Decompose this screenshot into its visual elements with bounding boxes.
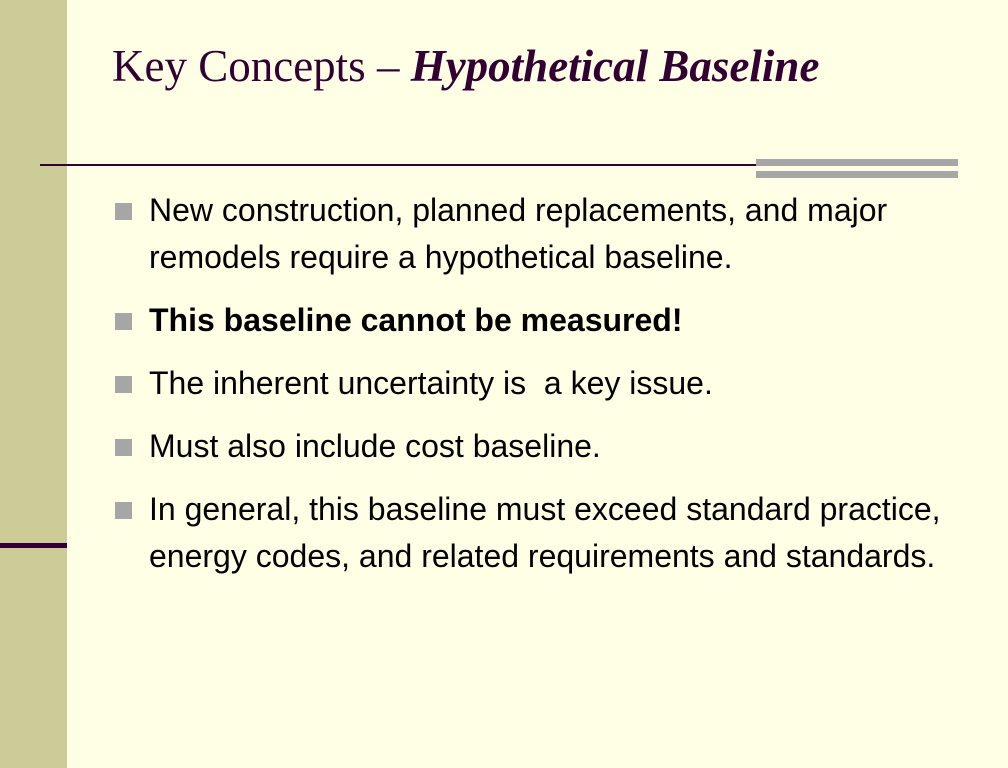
bullet-item <box>115 187 975 281</box>
slide-title <box>112 36 972 96</box>
bullet-item <box>115 486 975 580</box>
square-bullet-icon <box>115 376 132 393</box>
bullet-item <box>115 423 975 470</box>
square-bullet-icon <box>115 313 132 330</box>
title-regular-text: Key Concepts – <box>112 41 411 91</box>
side-bar-accent-line <box>0 543 67 548</box>
bullet-text: In general, this baseline must exceed standard practice, energy codes, and related requirements and standards. <box>149 491 941 574</box>
square-bullet-icon <box>115 439 132 456</box>
bullet-text: The inherent uncertainty is a key issue. <box>149 365 713 401</box>
square-bullet-icon <box>115 502 132 519</box>
bullet-text: This baseline cannot be measured! <box>149 302 683 338</box>
accent-bar <box>756 171 958 178</box>
bullet-item <box>115 360 975 407</box>
accent-bar <box>756 159 958 166</box>
title-accent-bars <box>756 159 958 178</box>
square-bullet-icon <box>115 203 132 220</box>
title-emphasis-text: Hypothetical Baseline <box>410 41 820 91</box>
bullet-list <box>115 187 975 596</box>
bullet-text: Must also include cost baseline. <box>149 428 601 464</box>
bullet-item <box>115 297 975 344</box>
bullet-text: New construction, planned replacements, and major remodels require a hypothetical baseline. <box>149 192 888 275</box>
side-bar <box>0 0 67 768</box>
